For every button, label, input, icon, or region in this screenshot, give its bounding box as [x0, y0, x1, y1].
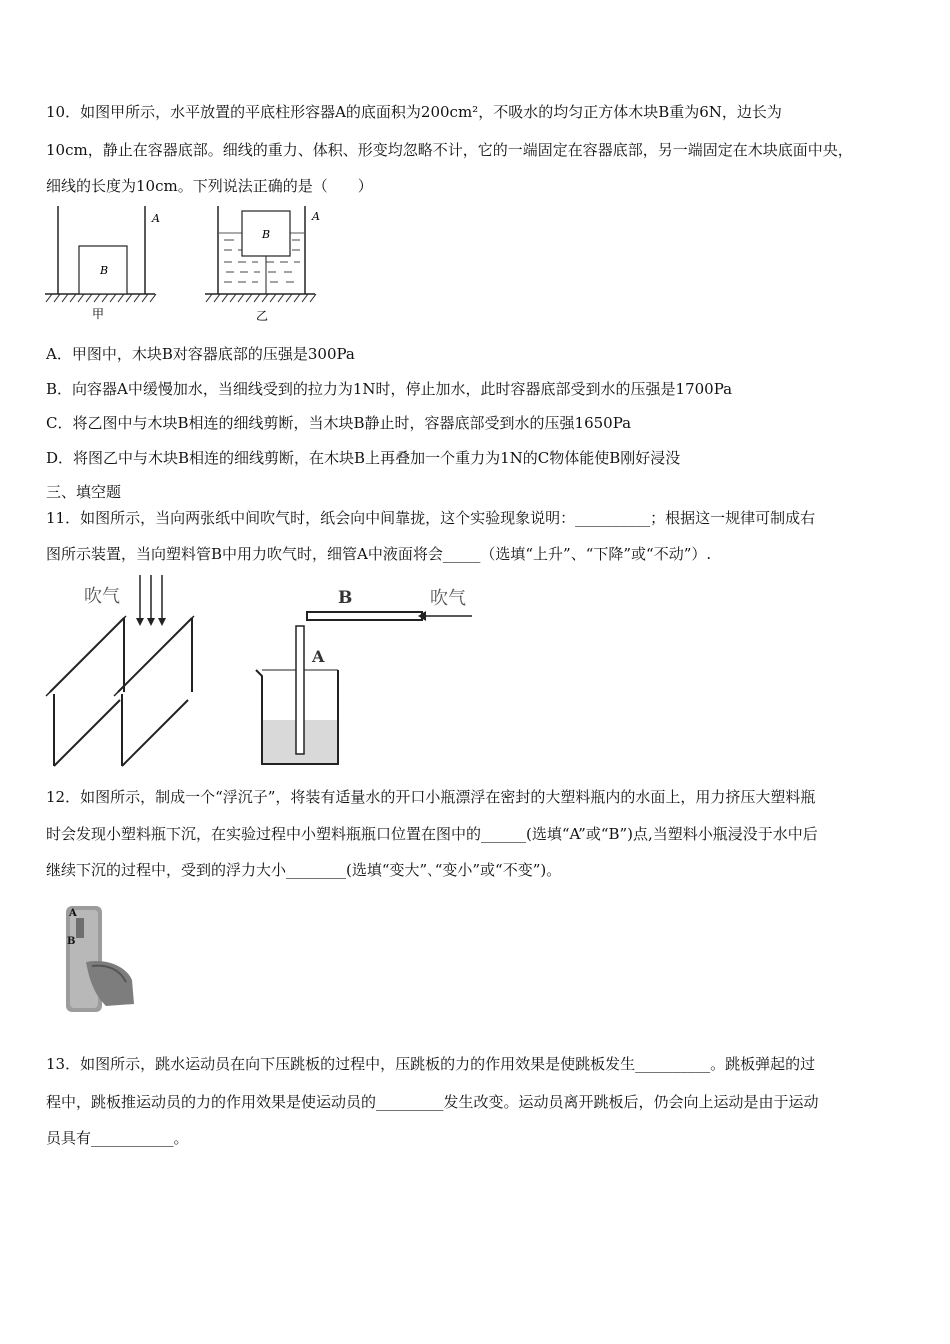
q10-line-3: 细线的长度为10cm。下列说法正确的是（ ） — [46, 177, 373, 195]
blow-label-right: 吹气 — [430, 588, 466, 609]
tube-a-label: A — [312, 647, 325, 666]
q12-line-2: 时会发现小塑料瓶下沉，在实验过程中小塑料瓶瓶口位置在图中的______(选填“A”或“B”)点,当塑料小瓶浸没于水中后 — [46, 825, 818, 843]
photo-label-b: B — [67, 936, 76, 947]
q12-line-3: 继续下沉的过程中，受到的浮力大小________(选填“变大”､“变小”或“不变”)。 — [46, 861, 562, 879]
q12-line-1: 12．如图所示，制成一个“浮沉子”，将装有适量水的开口小瓶漂浮在密封的大塑料瓶内的水面上，用力挤压大塑料瓶 — [46, 788, 816, 806]
block-b-label: B — [100, 264, 109, 277]
figure-straw-beaker — [250, 580, 480, 770]
q10-line-1: 10．如图甲所示，水平放置的平底柱形容器A的底面积为200cm²，不吸水的均匀正方体木块B重为6N，边长为 — [46, 103, 782, 121]
q10-option-d: D．将图乙中与木块B相连的细线剪断，在木块B上再叠加一个重力为1N的C物体能使B刚好浸没 — [46, 449, 681, 467]
q10-option-b: B．向容器A中缓慢加水，当细线受到的拉力为1N时，停止加水，此时容器底部受到水的压强是1700Pa — [46, 380, 733, 398]
q10-option-a: A．甲图中，木块B对容器底部的压强是300Pa — [46, 345, 355, 363]
block-b-label: B — [262, 228, 271, 241]
q10-line-2: 10cm，静止在容器底部。细线的重力、体积、形变均忽略不计，它的一端固定在容器底部，另一端固定在木块底面中央， — [46, 141, 853, 159]
container-a-label: A — [312, 210, 320, 223]
tube-b — [307, 612, 422, 620]
figure-two-papers — [44, 572, 214, 772]
figure-jia-caption: 甲 — [92, 307, 105, 321]
q13-line-3: 员具有___________。 — [46, 1129, 189, 1147]
q13-line-2: 程中，跳板推运动员的力的作用效果是使运动员的_________发生改变。运动员离开跳板后，仍会向上运动是由于运动 — [46, 1093, 819, 1111]
section-title: 三、填空题 — [46, 483, 122, 501]
tube-a — [296, 626, 304, 754]
container-a-label: A — [152, 212, 160, 225]
blow-arrows — [140, 575, 162, 622]
figure-yi-caption: 乙 — [256, 309, 269, 323]
q10-option-c: C．将乙图中与木块B相连的细线剪断，当木块B静止时，容器底部受到水的压强1650Pa — [46, 414, 632, 432]
small-bottle — [76, 918, 84, 938]
q13-line-1: 13．如图所示，跳水运动员在向下压跳板的过程中，压跳板的力的作用效果是使跳板发生__________。跳板弹起的过 — [46, 1055, 816, 1073]
figure-jia — [40, 206, 170, 326]
q11-line-2: 图所示装置，当向塑料管B中用力吹气时，细管A中液面将会_____（选填“上升”、“下降”或“不动”）. — [46, 545, 712, 563]
photo-label-a: A — [69, 908, 77, 919]
figure-yi — [200, 206, 330, 326]
q11-line-1: 11．如图所示，当向两张纸中间吹气时，纸会向中间靠拢，这个实验现象说明：__________；根据这一规律可制成右 — [46, 509, 816, 527]
blow-label-left: 吹气 — [84, 586, 120, 607]
diver-bottle-photo — [56, 900, 136, 1015]
tube-b-label: B — [338, 588, 353, 608]
